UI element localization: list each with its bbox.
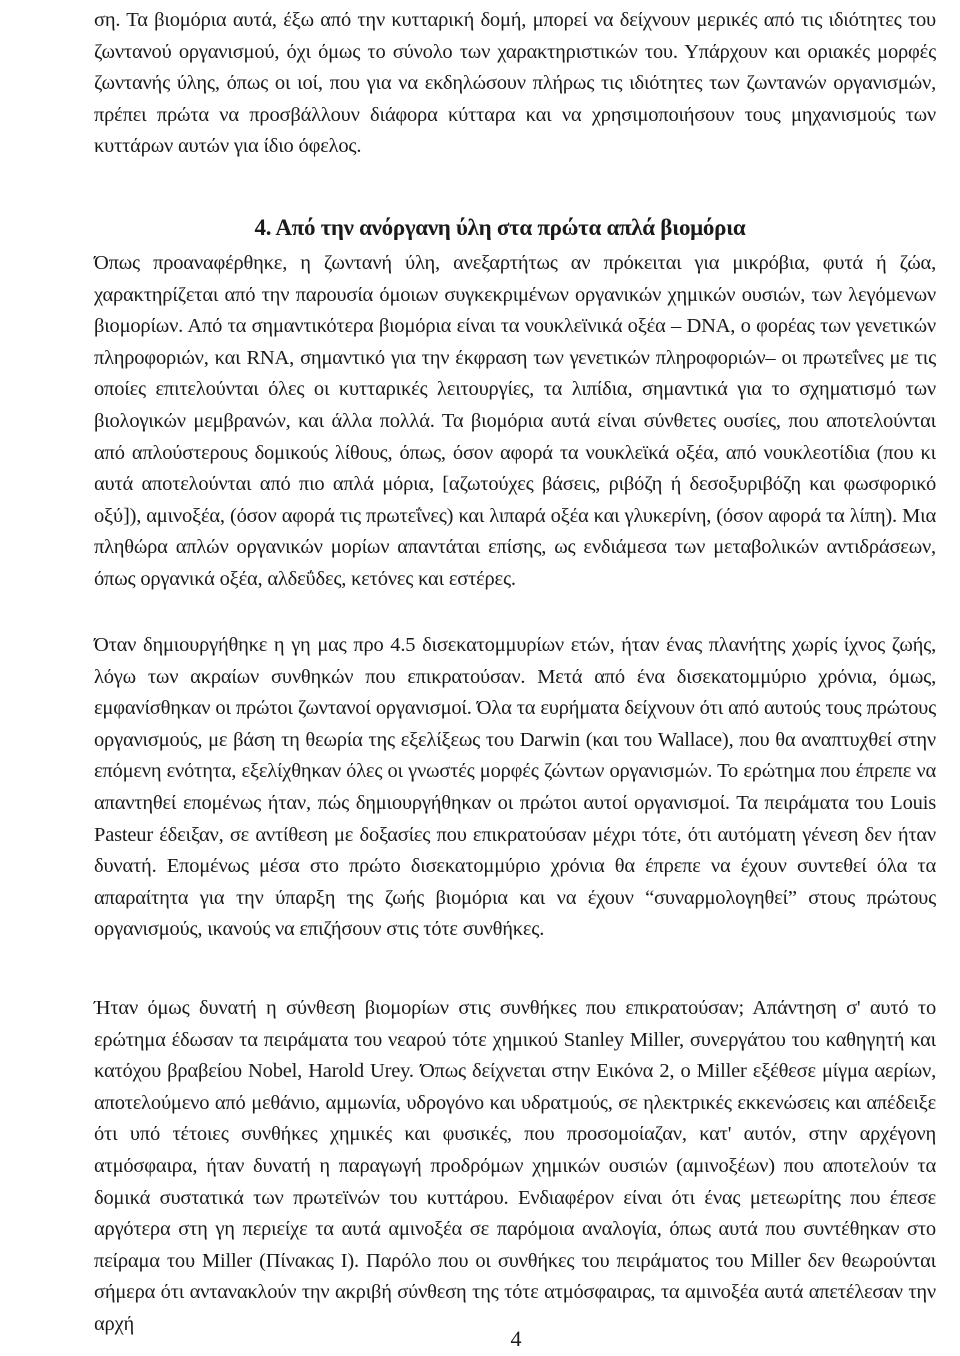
body-paragraph-biomolecules: Όπως προαναφέρθηκε, η ζωντανή ύλη, ανεξαρτήτως αν πρόκειται για μικρόβια, φυτά ή ζώα, χαρακτηρίζεται από την παρουσία όμοιων συγκεκριμένων οργανικών χημικών ουσιών, των λεγόμενων βιομορίων. Από τα σημαντικότερα βιομόρια είναι τα νουκλεϊνικά οξέα – DNA, ο φορέας των γενετικών πληροφοριών, και RNA, σημαντικό για την έκφραση των γενετικών πληροφοριών– οι πρωτεΐνες με τις οποίες επιτελούνται όλες οι κυτταρικές λειτουργίες, τα λιπίδια, σημαντικά για το σχηματισμό των βιολογικών μεμβρανών, και άλλα πολλά. Τα βιομόρια αυτά είναι σύνθετες ουσίες, που αποτελούνται από απλούστερους δομικούς λίθους, όπως, όσον αφορά τα νουκλεϊκά οξέα, από νουκλεοτίδια (που κι αυτά αποτελούνται από πιο απλά μόρια, [αζωτούχες βάσεις, ριβόζη ή δεσοξυριβόζη και φωσφορικό οξύ]), αμινοξέα, (όσον αφορά τις πρωτεΐνες) και λιπαρά οξέα και γλυκερίνη, (όσον αφορά τα λίπη). Μια πληθώρα απλών οργανικών μορίων απαντάται επίσης, ως ενδιάμεσα των μεταβολικών αντιδράσεων, όπως οργανικά οξέα, αλδεΰδες, κετόνες και εστέρες. <box>94 252 936 590</box>
body-paragraph-origin-of-life: Όταν δημιουργήθηκε η γη μας προ 4.5 δισεκατομμυρίων ετών, ήταν ένας πλανήτης χωρίς ίχνος ζωής, λόγω των ακραίων συνθηκών που επικρατούσαν. Μετά από ένα δισεκατομμύριο χρόνια, όμως, εμφανίσθηκαν οι πρώτοι ζωντανοί οργανισμοί. Όλα τα ευρήματα δείχνουν ότι από αυτούς τους πρώτους οργανισμούς, με βάση τη θεωρία της εξελίξεως του Darwin (και του Wallace), που θα αναπτυχθεί στην επόμενη ενότητα, εξελίχθηκαν όλες οι γνωστές μορφές ζώντων οργανισμών. Το ερώτημα που έπρεπε να απαντηθεί επομένως ήταν, πώς δημιουργήθηκαν οι πρώτοι αυτοί οργανισμοί. Τα πειράματα του Louis Pasteur έδειξαν, σε αντίθεση με δοξασίες που επικρατούσαν μέχρι τότε, ότι αυτόματη γένεση δεν ήταν δυνατή. Επομένως μέσα στο πρώτο δισεκατομμύριο χρόνια θα έπρεπε να έχουν συντεθεί όλα τα απαραίτητα για την ύπαρξη της ζωής βιομόρια και να έχουν “συναρμολογηθεί” στους πρώτους οργανισμούς, ικανούς να επιζήσουν στις τότε συνθήκες. <box>94 634 936 941</box>
body-paragraph-miller-experiment: Ήταν όμως δυνατή η σύνθεση βιομορίων στις συνθήκες που επικρατούσαν; Απάντηση σ' αυτό το ερώτημα έδωσαν τα πειράματα του νεαρού τότε χημικού Stanley Miller, συνεργάτου του καθηγητή και κατόχου βραβείου Nobel, Harold Urey. Όπως δείχνεται στην Εικόνα 2, ο Miller εξέθεσε μίγμα αερίων, αποτελούμενο από μεθάνιο, αμμωνία, υδρογόνο και υδρατμούς, σε ηλεκτρικές εκκενώσεις και απέδειξε ότι υπό τέτοιες συνθήκες χημικές και φυσικές, που προσομοίαζαν, κατ' αυτόν, στην αρχέγονη ατμόσφαιρα, ήταν δυνατή η παραγωγή προδρόμων χημικών ουσιών (αμινοξέων) που αποτελούν τα δομικά συστατικά των πρωτεϊνών του κυττάρου. Ενδιαφέρον είναι ότι ένας μετεωρίτης που έπεσε αργότερα στη γη περιείχε τα αυτά αμινοξέα σε παρόμοια αναλογία, όπως αυτά που συντέθηκαν στο πείραμα του Miller (Πίνακας Ι). Παρόλο που οι συνθήκες του πειράματος του Miller δεν θεωρούνται σήμερα ότι αντανακλούν την ακριβή σύνθεση της τότε ατμόσφαιρας, τα αμινοξέα αυτά απετέλεσαν την αρχή <box>94 997 936 1335</box>
section-heading: 4. Από την ανόργανη ύλη στα πρώτα απλά βιομόρια <box>254 215 746 240</box>
page-number: 4 <box>510 1326 522 1351</box>
intro-paragraph: ση. Τα βιομόρια αυτά, έξω από την κυτταρική δομή, μπορεί να δείχνουν μερικές από τις ιδιότητες του ζωντανού οργανισμού, όχι όμως το σύνολο των χαρακτηριστικών του. Υπάρχουν και οριακές μορφές ζωντανής ύλης, όπως οι ιοί, που για να εκδηλώσουν πλήρως τις ιδιότητες των ζωντανών οργανισμών, πρέπει πρώτα να προσβάλλουν διάφορα κύτταρα και να χρησιμοποιήσουν τους μηχανισμούς των κυττάρων αυτών για ίδιο όφελος. <box>94 9 936 158</box>
